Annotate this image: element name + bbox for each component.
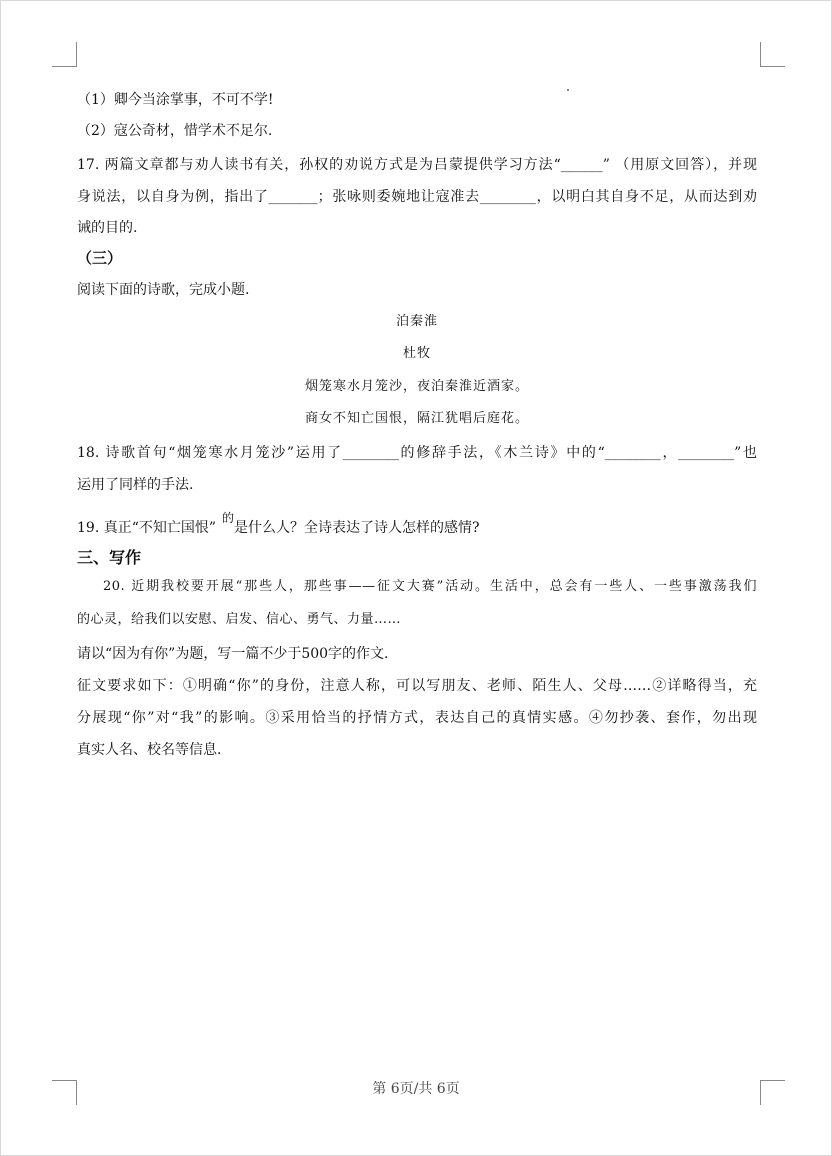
poem-line-1: 烟笼寒水月笼沙，夜泊秦淮近酒家。 [304,379,529,394]
q17-line-2: 身说法，以自身为例，指出了_______；张咏则委婉地让寇准去________，以明白其自身不足，从而达到劝 [77,189,757,205]
q18-line-1: 18. 诗歌首句“烟笼寒水月笼沙”运用了________的修辞手法，《木兰诗》中的“________，________”也 [77,445,757,461]
crop-mark-top-right [760,42,785,67]
q17-line-1: 17. 两篇文章都与劝人读书有关，孙权的劝说方式是为吕蒙提供学习方法“______” （用原文回答），并现 [77,157,757,173]
writing-p1-line-2: 的心灵，给我们以安慰、启发、信心、勇气、力量…… [77,612,402,627]
q17-line-3: 诫的目的. [77,220,138,236]
writing-title: 三、写作 [77,548,142,567]
poem-author: 杜牧 [402,346,431,361]
q16-item-2: （2）寇公奇材，惜学术不足尔. [77,123,273,139]
writing-p3-line-3: 真实人名、校名等信息. [77,742,222,758]
section-3-title: （三） [77,249,123,267]
q18-line-2: 运用了同样的手法. [77,477,194,493]
writing-p2: 请以“因为有你”为题，写一篇不少于500字的作文. [77,646,389,662]
q19-question [77,511,757,538]
crop-mark-top-left [52,42,77,67]
page-number: 第 6页/共 6页 [372,1081,460,1097]
writing-p3-line-2: 分展现“你”对“我”的影响。③采用恰当的抒情方式，表达自己的真情实感。④勿抄袭、套作，勿出现 [77,710,757,726]
q19-superscript: 的 [222,511,235,525]
q16-item-1: （1）卿今当涂掌事，不可不学! [77,92,274,108]
poem-line-2: 商女不知亡国恨，隔江犹唱后庭花。 [304,411,529,426]
poem-title: 泊秦淮 [395,314,438,329]
q19-before: 19. 真正“不知亡国恨” [77,520,217,536]
q19-after: 是什么人？全诗表达了诗人怎样的感情? [234,520,480,536]
writing-p3-line-1: 征文要求如下：①明确“你”的身份，注意人称，可以写朋友、老师、陌生人、父母……②详略得当，充 [77,678,757,694]
section-3-intro: 阅读下面的诗歌，完成小题. [77,282,250,298]
writing-p1-line-1: 20. 近期我校要开展“那些人，那些事——征文大赛”活动。生活中，总会有一些人、一些事激荡我们 [103,579,757,594]
